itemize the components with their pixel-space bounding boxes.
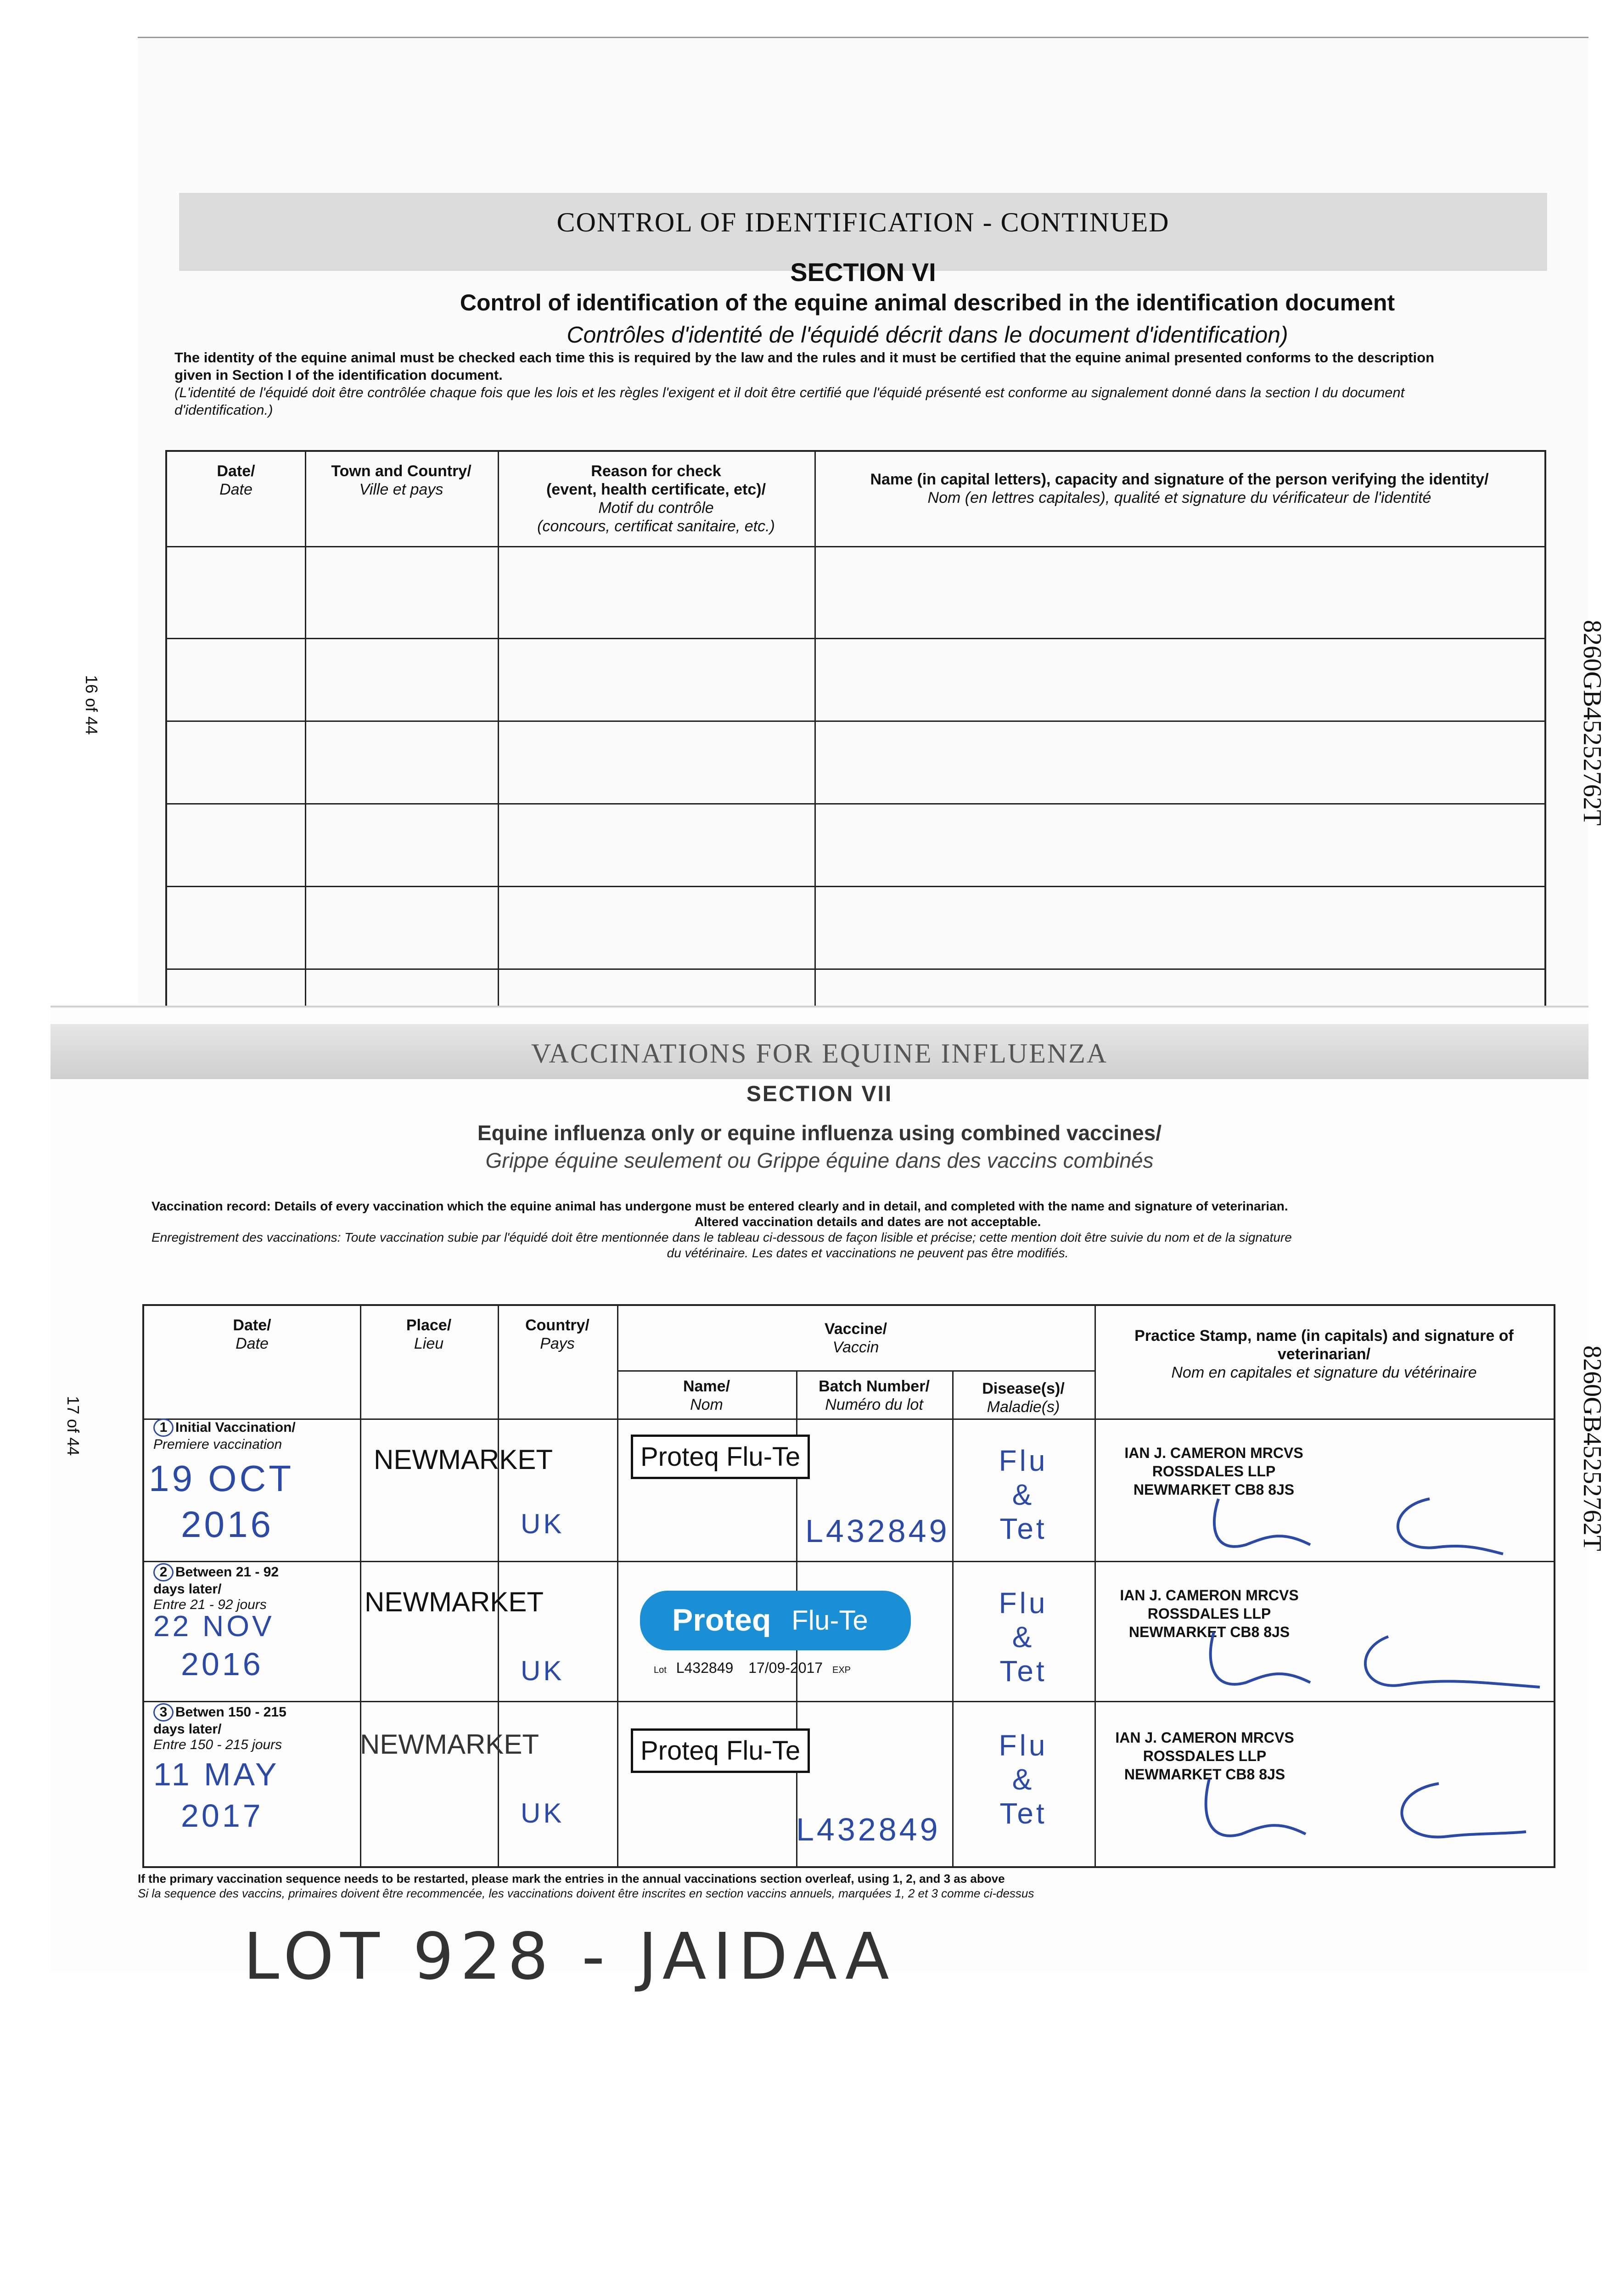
header-divider [167,546,1544,547]
side-code-page2: 8260GB45252762T [1578,1345,1606,1551]
vax-header-stamp-fr: Nom en capitales et signature du vétérinaire [1171,1364,1477,1381]
row1-label-en: Initial Vaccination/ [175,1420,296,1435]
section-vi-intro-en-line2: given in Section I of the identification document. [174,367,503,383]
row3-label [153,1703,355,1753]
row3-batch: L432849 [796,1812,941,1847]
vax-header-stamp-en-1: Practice Stamp, name (in capitals) and signature of [1134,1327,1514,1345]
row3-disease-2: & [1012,1763,1035,1796]
row1-vet-signature [1191,1490,1512,1559]
vax-header-vaccine [617,1320,1094,1356]
row3-vet-signature [1182,1770,1531,1848]
row-divider [167,638,1544,639]
vax-header-name-fr: Nom [690,1396,723,1413]
row1-vet-name: IAN J. CAMERON MRCVS [1124,1445,1303,1461]
row-divider [167,886,1544,887]
side-code-page1: 8260GB45252762T [1578,620,1606,826]
subheader-line [617,1370,1094,1372]
page-number-17: 17 of 44 [64,1396,83,1456]
row-line [144,1701,1554,1702]
row3-label-en-2: days later/ [153,1722,222,1737]
header-town-en: Town and Country/ [331,462,471,480]
header-reason-fr-2: (concours, certificat sanitaire, etc.) [537,518,775,535]
header-name-fr: Nom (en lettres capitales), qualité et signature du vérificateur de l'identité [927,489,1431,506]
vax-header-country [498,1316,617,1353]
row2-label-en: Between 21 - 92 [175,1564,279,1580]
vax-header-country-en: Country/ [525,1317,589,1334]
section-vi-intro-fr [174,384,1579,419]
vax-header-name [617,1377,796,1414]
row1-label-fr: Premiere vaccination [153,1437,282,1452]
row1-disease [961,1444,1085,1546]
row1-vaccine-stamp: Proteq Flu-Te [631,1435,810,1479]
vax-header-vaccine-en: Vaccine/ [824,1320,887,1338]
header-bottom-line [144,1418,1554,1420]
header-date [167,462,305,499]
row2-sticker-product: Flu-Te [791,1605,868,1636]
vax-header-date-fr: Date [236,1335,269,1352]
row2-disease-3: Tet [999,1654,1047,1688]
section-vi-title-en: Control of identification of the equine animal described in the identification document [460,290,1395,315]
vax-header-batch-fr: Numéro du lot [825,1396,923,1413]
row2-label-fr: Entre 21 - 92 jours [153,1597,267,1612]
row2-vet-signature [1186,1623,1544,1696]
row3-date-line2: 2017 [181,1798,264,1834]
row2-sticker-lot-line [654,1660,851,1677]
row1-number: 1 [153,1418,174,1437]
section-vi-title-fr: Contrôles d'identité de l'équidé décrit dans le document d'identification) [567,322,1288,348]
row1-country: UK [521,1508,565,1539]
header-reason [498,462,814,535]
row2-vet-address: NEWMARKET CB8 8JS [1128,1624,1290,1640]
row2-sticker-exp: 17/09-2017 [748,1660,823,1676]
row2-place: NEWMARKET [365,1587,544,1617]
vax-header-date [144,1316,360,1353]
row2-disease-1: Flu [999,1587,1048,1620]
record-fr-1: Enregistrement des vaccinations: Toute vaccination subie par l'équidé doit être mentionnée dans le tableau ci-dessous de façon lisible et précise; cette mention doit être suivie du nom et de la signature [152,1230,1292,1244]
row1-date-line1: 19 OCT [149,1458,294,1499]
vax-header-date-en: Date/ [233,1317,271,1334]
row2-label-en-2: days later/ [153,1581,222,1597]
vax-header-place-fr: Lieu [414,1335,444,1352]
row-divider [167,968,1544,970]
row1-disease-2: & [1012,1478,1035,1511]
row2-number: 2 [153,1563,174,1581]
record-en-1: Vaccination record: Details of every vaccination which the equine animal has undergone must be entered clearly and in detail, and completed with the name and signature of veterinarian. [152,1199,1288,1213]
row3-place: NEWMARKET [360,1729,539,1760]
header-name [814,470,1544,507]
row1-label [153,1418,355,1452]
row1-vet-address: NEWMARKET CB8 8JS [1133,1481,1295,1498]
col-reason [498,452,816,1030]
row3-vet-name: IAN J. CAMERON MRCVS [1115,1729,1294,1746]
row1-vet-practice: ROSSDALES LLP [1152,1463,1276,1480]
row1-disease-3: Tet [999,1512,1047,1545]
row2-vet-name: IAN J. CAMERON MRCVS [1120,1587,1299,1604]
row3-number: 3 [153,1703,174,1722]
lot-annotation: LOT 928 - JAIDAA [243,1919,896,1994]
row1-disease-1: Flu [999,1444,1048,1477]
row2-date-line1: 22 NOV [153,1609,275,1643]
header-name-en: Name (in capital letters), capacity and signature of the person verifying the identity/ [870,471,1489,488]
row2-sticker-lot-label: Lot [654,1665,667,1675]
footnote-fr: Si la sequence des vaccins, primaires doivent être recommencée, les vaccinations doivent être inscrites en section vaccins annuels, marquées 1, 2 et 3 comme ci-dessus [138,1886,1034,1900]
row3-vet-practice: ROSSDALES LLP [1143,1748,1267,1764]
col-line [360,1306,361,1866]
row2-date-line2: 2016 [181,1646,264,1682]
col-date [167,452,306,1030]
row2-label [153,1563,355,1613]
vaccination-footnote [138,1871,1561,1901]
section-vi-intro-en-line1: The identity of the equine animal must be checked each time this is required by the law and the rules and it must be certified that the equine animal presented conforms to the description [174,349,1435,366]
col-line [952,1370,954,1866]
header-date-en: Date/ [217,462,255,480]
vax-header-name-en: Name/ [683,1378,730,1395]
vax-header-vaccine-fr: Vaccin [832,1339,879,1356]
vax-header-batch [796,1377,952,1414]
row3-label-fr: Entre 150 - 215 jours [153,1737,282,1752]
vax-header-disease-fr: Maladie(s) [987,1398,1060,1416]
vax-header-stamp [1094,1327,1554,1382]
page-number-16: 16 of 44 [82,675,101,735]
row2-sticker-exp-label: EXP [832,1665,851,1675]
row-divider [167,803,1544,805]
vax-header-disease [952,1379,1094,1416]
record-fr-2: du vétérinaire. Les dates et vaccinations ne peuvent pas être modifiés. [667,1246,1069,1260]
header-reason-fr-1: Motif du contrôle [598,499,714,517]
row2-disease [961,1586,1085,1688]
row3-disease-3: Tet [999,1797,1047,1830]
vax-header-disease-en: Disease(s)/ [982,1380,1065,1397]
row2-disease-2: & [1012,1621,1035,1654]
vax-header-country-fr: Pays [540,1335,575,1352]
header-reason-en-1: Reason for check [591,462,721,480]
row1-date-line2: 2016 [181,1504,274,1545]
vaccination-table [142,1304,1555,1868]
header-date-fr: Date [219,481,253,498]
row1-place: NEWMARKET [374,1444,553,1475]
row2-sticker-lot: L432849 [676,1660,734,1676]
section-vi-intro-fr-line2: d'identification.) [174,402,273,418]
section-vi-intro-en [174,349,1579,384]
row2-country: UK [521,1655,565,1686]
section-vii-title-en: Equine influenza only or equine influenza using combined vaccines/ [477,1121,1162,1145]
vax-header-place-en: Place/ [406,1317,452,1334]
row1-batch: L432849 [805,1513,950,1549]
row3-country: UK [521,1798,565,1829]
section-vi-intro-fr-line1: (L'identité de l'équidé doit être contrôlée chaque fois que les lois et les règles l'exigent et il doit être certifié que l'équidé présenté est conforme au signalement donné dans la section I du document [174,384,1405,400]
row3-vaccine-stamp: Proteq Flu-Te [631,1728,810,1773]
header-town [305,462,498,499]
row2-sticker-brand: Proteq [672,1603,771,1638]
vax-header-batch-en: Batch Number/ [819,1378,930,1395]
row3-vet-address: NEWMARKET CB8 8JS [1124,1766,1285,1783]
col-town [305,452,499,1030]
row2-vaccine-sticker [640,1591,911,1650]
section-vi-band-title: CONTROL OF IDENTIFICATION - CONTINUED [556,207,1170,237]
section-vi-table [165,450,1546,1032]
section-vi-label: SECTION VI [790,258,936,287]
vax-header-place [360,1316,498,1353]
section-vii-band-title: VACCINATIONS FOR EQUINE INFLUENZA [531,1038,1108,1069]
row3-label-en: Betwen 150 - 215 [175,1705,286,1720]
row3-date-line1: 11 MAY [153,1756,280,1792]
footnote-en: If the primary vaccination sequence needs to be restarted, please mark the entries in the annual vaccinations section overleaf, using 1, 2, and 3 as above [138,1872,1005,1885]
header-town-fr: Ville et pays [359,481,443,498]
record-en-2: Altered vaccination details and dates are not acceptable. [694,1215,1041,1229]
section-vii-title-fr: Grippe équine seulement ou Grippe équine dans des vaccins combinés [485,1148,1154,1172]
row2-vet-practice: ROSSDALES LLP [1147,1605,1271,1622]
section-vii-label: SECTION VII [746,1082,893,1106]
section-vii-record [152,1199,1584,1261]
row-divider [167,720,1544,722]
row3-disease-1: Flu [999,1729,1048,1762]
vax-header-stamp-en-2: veterinarian/ [1277,1345,1371,1363]
header-reason-en-2: (event, health certificate, etc)/ [546,481,766,498]
row3-disease [961,1728,1085,1830]
row-line [144,1561,1554,1562]
